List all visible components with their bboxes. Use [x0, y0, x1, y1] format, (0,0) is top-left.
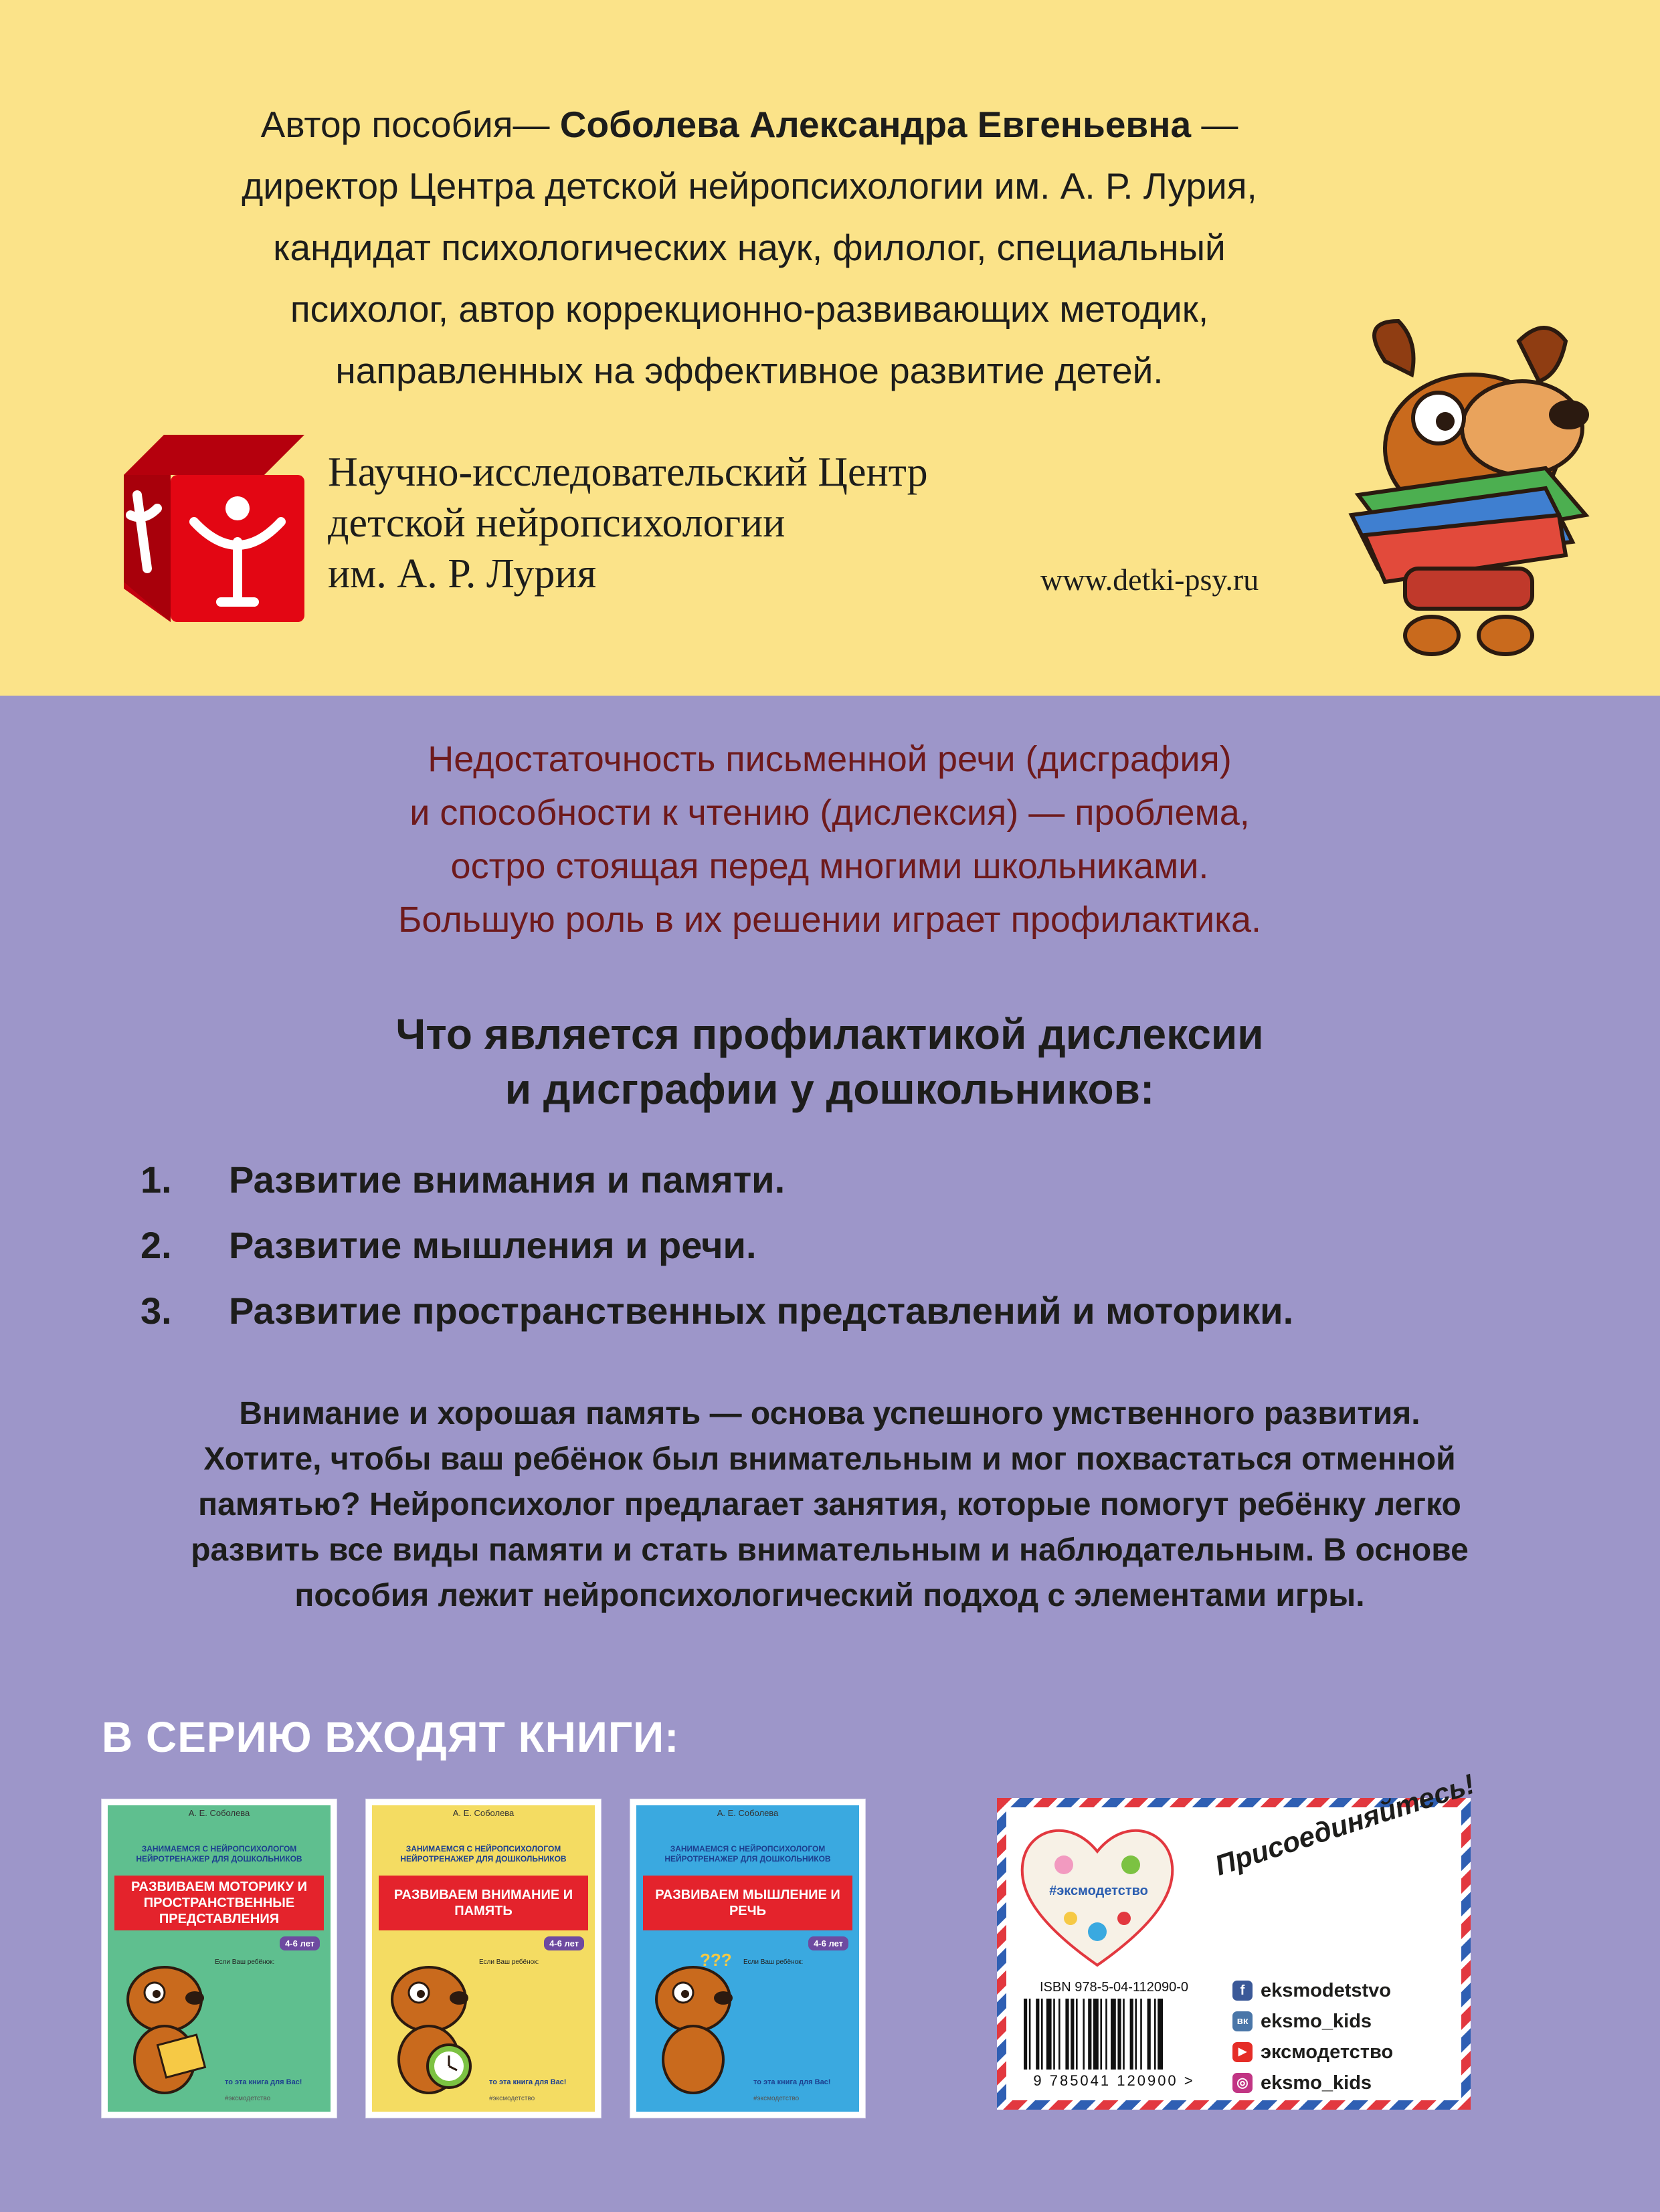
book-hashtag: #эксмодетство — [753, 2095, 800, 2102]
book-author: А. Е. Соболева — [452, 1808, 515, 1818]
list-number: 1. — [141, 1159, 172, 1201]
heading-line: и дисграфии у дошкольников: — [504, 1065, 1155, 1113]
envelope-panel — [997, 1767, 1479, 2110]
book-tagline: то эта книга для Вас! — [225, 2078, 302, 2086]
book-title: РАЗВИВАЕМ ВНИМАНИЕ И ПАМЯТЬ — [379, 1876, 588, 1930]
social-label: eksmo_kids — [1261, 2072, 1372, 2094]
barcode-digits: 9 785041 120900 > — [1033, 2072, 1195, 2089]
dog-with-books-illustration — [1345, 314, 1592, 662]
author-line: психолог, автор коррекционно-развивающих методик, — [290, 288, 1209, 330]
book-title: РАЗВИВАЕМ МЫШЛЕНИЕ И РЕЧЬ — [643, 1876, 852, 1930]
book-tagline: то эта книга для Вас! — [753, 2078, 831, 2086]
center-website-link[interactable]: www.detki-psy.ru — [1040, 563, 1259, 597]
book-series: ЗАНИМАЕМСЯ С НЕЙРОПСИХОЛОГОМ НЕЙРОТРЕНАЖЕР ДЛЯ ДОШКОЛЬНИКОВ — [400, 1844, 567, 1864]
description-line: Хотите, чтобы ваш ребёнок был внимательным и мог похвастаться отменной — [203, 1441, 1456, 1477]
social-link-instagram[interactable] — [1232, 2068, 1393, 2098]
social-label: eksmodetstvo — [1261, 1979, 1392, 2001]
isbn-block — [1017, 1980, 1211, 2087]
list-item — [141, 1213, 1293, 1278]
list-number: 3. — [141, 1290, 172, 1332]
social-link-facebook[interactable] — [1232, 1975, 1393, 2006]
social-label: эксмодетство — [1261, 2041, 1394, 2063]
description-line: развить все виды памяти и стать внимательным и наблюдательным. В основе — [191, 1532, 1469, 1568]
book-cover-bg — [636, 1805, 859, 2112]
luria-center-logo — [124, 435, 304, 622]
intro-line: остро стоящая перед многими школьниками. — [450, 846, 1209, 886]
book-author: А. Е. Соболева — [188, 1808, 250, 1818]
description-line: памятью? Нейропсихолог предлагает занятия, которые помогут ребёнку легко — [198, 1487, 1461, 1522]
list-item — [141, 1147, 1293, 1213]
description-line: пособия лежит нейропсихологический подход с элементами игры. — [294, 1578, 1365, 1613]
intro-line: Большую роль в их решении играет профилактика. — [397, 900, 1261, 940]
book-hashtag: #эксмодетство — [225, 2095, 271, 2102]
join-us-label: Присоединяйтесь! — [1211, 1767, 1479, 1882]
list-text: Развитие мышления и речи. — [229, 1224, 757, 1266]
dog-icon — [114, 1946, 215, 2100]
book-tagline: то эта книга для Вас! — [489, 2078, 567, 2086]
list-number: 2. — [141, 1224, 172, 1266]
dog-icon — [379, 1946, 479, 2100]
youtube-icon: ▶ — [1232, 2042, 1253, 2062]
author-line: направленных на эффективное развитие детей. — [335, 350, 1164, 391]
vk-icon: вк — [1232, 2011, 1253, 2031]
barcode-icon — [1022, 1999, 1206, 2070]
book-age-badge: 4-6 лет — [280, 1936, 320, 1950]
description-line: Внимание и хорошая память — основа успешного умственного развития. — [239, 1396, 1420, 1431]
author-dash: — — [1191, 104, 1238, 145]
svg-text:???: ??? — [700, 1950, 732, 1970]
intro-paragraph — [161, 732, 1499, 946]
section-heading — [161, 1007, 1499, 1116]
social-label: eksmo_kids — [1261, 2010, 1372, 2032]
book-age-badge: 4-6 лет — [808, 1936, 848, 1950]
instagram-icon: ◎ — [1232, 2073, 1253, 2093]
book-series: ЗАНИМАЕМСЯ С НЕЙРОПСИХОЛОГОМ НЕЙРОТРЕНАЖЕР ДЛЯ ДОШКОЛЬНИКОВ — [136, 1844, 302, 1864]
book-cover-attention[interactable] — [366, 1799, 601, 2118]
book-cover-bg — [108, 1805, 331, 2112]
book-author: А. Е. Соболева — [717, 1808, 779, 1818]
social-link-vk[interactable] — [1232, 2006, 1393, 2037]
book-note: Если Ваш ребёнок: — [215, 1958, 275, 1966]
list-item — [141, 1278, 1293, 1344]
book-series: ЗАНИМАЕМСЯ С НЕЙРОПСИХОЛОГОМ НЕЙРОТРЕНАЖЕР ДЛЯ ДОШКОЛЬНИКОВ — [664, 1844, 831, 1864]
book-note: Если Ваш ребёнок: — [743, 1958, 804, 1966]
description-paragraph — [94, 1391, 1566, 1619]
author-prefix: Автор пособия— — [260, 104, 560, 145]
book-title: РАЗВИВАЕМ МОТОРИКУ И ПРОСТРАНСТВЕННЫЕ ПРЕДСТАВЛЕНИЯ — [114, 1876, 324, 1930]
center-name-line: детской нейропсихологии — [328, 500, 786, 546]
book-cover-thinking[interactable] — [630, 1799, 865, 2118]
social-links — [1232, 1975, 1393, 2098]
intro-line: и способности к чтению (дислексия) — проблема, — [409, 793, 1250, 833]
book-note: Если Ваш ребёнок: — [479, 1958, 539, 1966]
list-text: Развитие пространственных представлений и моторики. — [229, 1290, 1294, 1332]
book-hashtag: #эксмодетство — [489, 2095, 535, 2102]
intro-line: Недостаточность письменной речи (дисграфия) — [428, 739, 1232, 779]
facebook-icon: f — [1232, 1981, 1253, 2001]
book-age-badge: 4-6 лет — [544, 1936, 584, 1950]
author-block — [120, 94, 1378, 401]
book-cover-motor[interactable] — [102, 1799, 337, 2118]
author-line: кандидат психологических наук, филолог, специальный — [273, 227, 1226, 268]
prevention-list — [141, 1147, 1293, 1344]
list-text: Развитие внимания и памяти. — [229, 1159, 786, 1201]
center-name-line: им. А. Р. Лурия — [328, 551, 597, 597]
center-name — [328, 447, 928, 599]
social-link-youtube[interactable] — [1232, 2037, 1393, 2068]
dog-icon — [643, 1946, 743, 2100]
envelope-hashtag: #эксмодетство — [1049, 1884, 1148, 1898]
heading-line: Что является профилактикой дислексии — [395, 1010, 1264, 1058]
series-title: В СЕРИЮ ВХОДЯТ КНИГИ: — [102, 1713, 680, 1761]
author-line: директор Центра детской нейропсихологии им. А. Р. Лурия, — [242, 165, 1257, 207]
isbn-text: ISBN 978-5-04-112090-0 — [1040, 1980, 1188, 1995]
author-name: Соболева Александра Евгеньевна — [559, 104, 1192, 145]
book-cover-bg — [372, 1805, 595, 2112]
center-name-line: Научно-исследовательский Центр — [328, 449, 928, 495]
